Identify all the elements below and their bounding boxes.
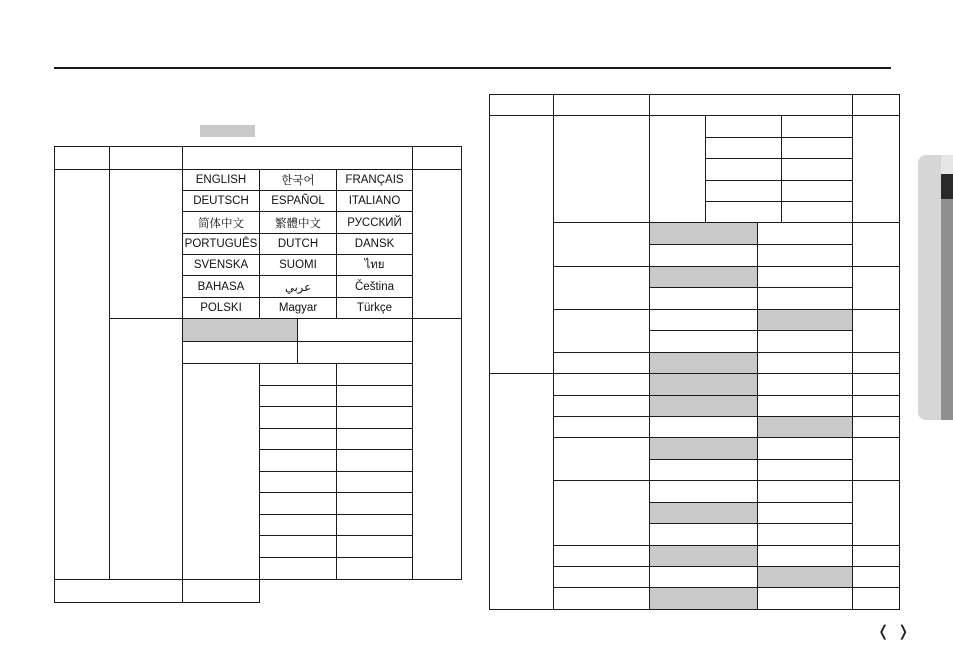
option-cell <box>782 159 853 181</box>
option-cell <box>650 417 758 438</box>
submenu-cell <box>554 223 650 267</box>
submenu-cell <box>554 396 650 417</box>
page-cell <box>853 374 900 396</box>
option-cell <box>260 407 337 429</box>
option-cell <box>337 493 413 515</box>
option-cell <box>758 524 853 546</box>
language-option[interactable]: SVENSKA <box>183 255 260 276</box>
page-cell <box>853 417 900 438</box>
language-option[interactable]: РУССКИЙ <box>337 212 413 234</box>
section-tab-marker <box>941 155 953 174</box>
page-cell <box>413 319 462 580</box>
option-cell <box>337 429 413 450</box>
language-option[interactable]: Čeština <box>337 276 413 298</box>
language-option[interactable]: ITALIANO <box>337 191 413 212</box>
option-cell <box>337 450 413 472</box>
header-cell <box>413 147 462 170</box>
option-cell <box>706 138 782 159</box>
header-cell <box>183 147 413 170</box>
option-cell <box>758 353 853 374</box>
language-option[interactable]: FRANÇAIS <box>337 170 413 191</box>
language-option[interactable]: 简体中文 <box>183 212 260 234</box>
header-cell <box>853 95 900 116</box>
language-option[interactable]: PORTUGUÊS <box>183 234 260 255</box>
option-cell <box>650 116 706 223</box>
option-cell <box>260 472 337 493</box>
next-page-icon[interactable]: ❭ <box>897 623 910 640</box>
option-cell <box>706 202 782 223</box>
option-cell <box>706 159 782 181</box>
submenu-cell <box>554 267 650 310</box>
page-cell <box>853 481 900 546</box>
option-cell <box>758 546 853 567</box>
option-cell <box>758 396 853 417</box>
submenu-cell <box>554 417 650 438</box>
option-cell <box>337 407 413 429</box>
submenu-cell <box>554 481 650 546</box>
option-cell <box>650 460 758 481</box>
option-cell <box>260 429 337 450</box>
page-cell <box>853 438 900 481</box>
option-cell <box>183 580 260 603</box>
language-option[interactable]: ไทย <box>337 255 413 276</box>
option-cell <box>337 536 413 558</box>
option-cell <box>758 288 853 310</box>
highlighted-cell <box>650 546 758 567</box>
option-cell <box>183 342 298 364</box>
option-cell <box>650 288 758 310</box>
highlighted-cell <box>183 319 298 342</box>
right-settings-table <box>489 94 900 610</box>
highlighted-cell <box>650 438 758 460</box>
language-option[interactable]: Magyar <box>260 298 337 319</box>
option-cell <box>650 245 758 267</box>
option-cell <box>758 223 853 245</box>
highlighted-cell <box>650 267 758 288</box>
option-cell <box>782 181 853 202</box>
language-option[interactable]: Türkçe <box>337 298 413 319</box>
submenu-cell <box>554 438 650 481</box>
language-option[interactable]: DANSK <box>337 234 413 255</box>
page-cell <box>853 396 900 417</box>
language-option[interactable]: 한국어 <box>260 170 337 191</box>
page-cell <box>853 353 900 374</box>
language-option[interactable]: ENGLISH <box>183 170 260 191</box>
highlighted-cell <box>758 310 853 331</box>
option-cell <box>782 202 853 223</box>
option-cell <box>758 331 853 353</box>
language-option[interactable]: DEUTSCH <box>183 191 260 212</box>
language-option[interactable]: DUTCH <box>260 234 337 255</box>
highlighted-cell <box>650 588 758 610</box>
option-cell <box>650 567 758 588</box>
option-cell <box>337 558 413 580</box>
option-cell <box>55 580 183 603</box>
page-cell <box>853 588 900 610</box>
option-cell <box>758 503 853 524</box>
left-settings-table <box>54 146 462 603</box>
option-cell <box>260 536 337 558</box>
highlighted-cell <box>650 374 758 396</box>
option-cell <box>260 493 337 515</box>
highlighted-cell <box>650 353 758 374</box>
option-cell <box>337 515 413 536</box>
option-cell <box>260 386 337 407</box>
header-cell <box>110 147 183 170</box>
header-cell <box>490 95 554 116</box>
header-cell <box>55 147 110 170</box>
page-cell <box>853 310 900 353</box>
page-cell <box>853 546 900 567</box>
option-cell <box>650 310 758 331</box>
submenu-cell <box>554 310 650 353</box>
prev-page-icon[interactable]: ❬ <box>877 623 890 640</box>
highlighted-cell <box>650 223 758 245</box>
submenu-cell <box>554 116 650 223</box>
option-cell <box>260 515 337 536</box>
submenu-cell <box>554 588 650 610</box>
submenu-cell <box>554 546 650 567</box>
language-option[interactable]: POLSKI <box>183 298 260 319</box>
option-cell <box>183 364 260 580</box>
submenu-cell <box>554 567 650 588</box>
language-option[interactable]: ESPAÑOL <box>260 191 337 212</box>
page-cell <box>853 267 900 310</box>
section-tab-marker <box>941 199 953 420</box>
highlighted-cell <box>650 396 758 417</box>
option-cell <box>650 481 758 503</box>
option-cell <box>782 116 853 138</box>
option-cell <box>758 438 853 460</box>
option-cell <box>758 460 853 481</box>
option-cell <box>298 319 413 342</box>
option-cell <box>260 558 337 580</box>
option-cell <box>706 181 782 202</box>
page-cell <box>853 223 900 267</box>
option-cell <box>650 524 758 546</box>
option-cell <box>260 364 337 386</box>
section-tab-active-marker <box>941 174 953 199</box>
page-cell <box>853 567 900 588</box>
header-cell <box>650 95 853 116</box>
menu-cell <box>490 374 554 610</box>
page-cell <box>413 170 462 319</box>
option-cell <box>337 472 413 493</box>
language-option[interactable]: عربي <box>260 276 337 298</box>
menu-cell <box>490 116 554 374</box>
option-cell <box>758 245 853 267</box>
language-option[interactable]: 繁體中文 <box>260 212 337 234</box>
option-cell <box>782 138 853 159</box>
option-cell <box>337 386 413 407</box>
option-cell <box>706 116 782 138</box>
highlighted-cell <box>650 503 758 524</box>
header-cell <box>554 95 650 116</box>
highlighted-cell <box>758 567 853 588</box>
page-cell <box>853 116 900 223</box>
language-option[interactable]: SUOMI <box>260 255 337 276</box>
highlighted-cell <box>758 417 853 438</box>
submenu-cell <box>554 374 650 396</box>
header-rule <box>54 67 891 69</box>
highlight-bar <box>200 125 255 137</box>
option-cell <box>298 342 413 364</box>
option-cell <box>758 267 853 288</box>
submenu-cell <box>110 319 183 580</box>
menu-cell <box>55 170 110 580</box>
option-cell <box>758 481 853 503</box>
option-cell <box>260 450 337 472</box>
option-cell <box>337 364 413 386</box>
submenu-cell <box>554 353 650 374</box>
option-cell <box>650 331 758 353</box>
submenu-cell <box>110 170 183 319</box>
option-cell <box>758 588 853 610</box>
language-option[interactable]: BAHASA <box>183 276 260 298</box>
option-cell <box>758 374 853 396</box>
